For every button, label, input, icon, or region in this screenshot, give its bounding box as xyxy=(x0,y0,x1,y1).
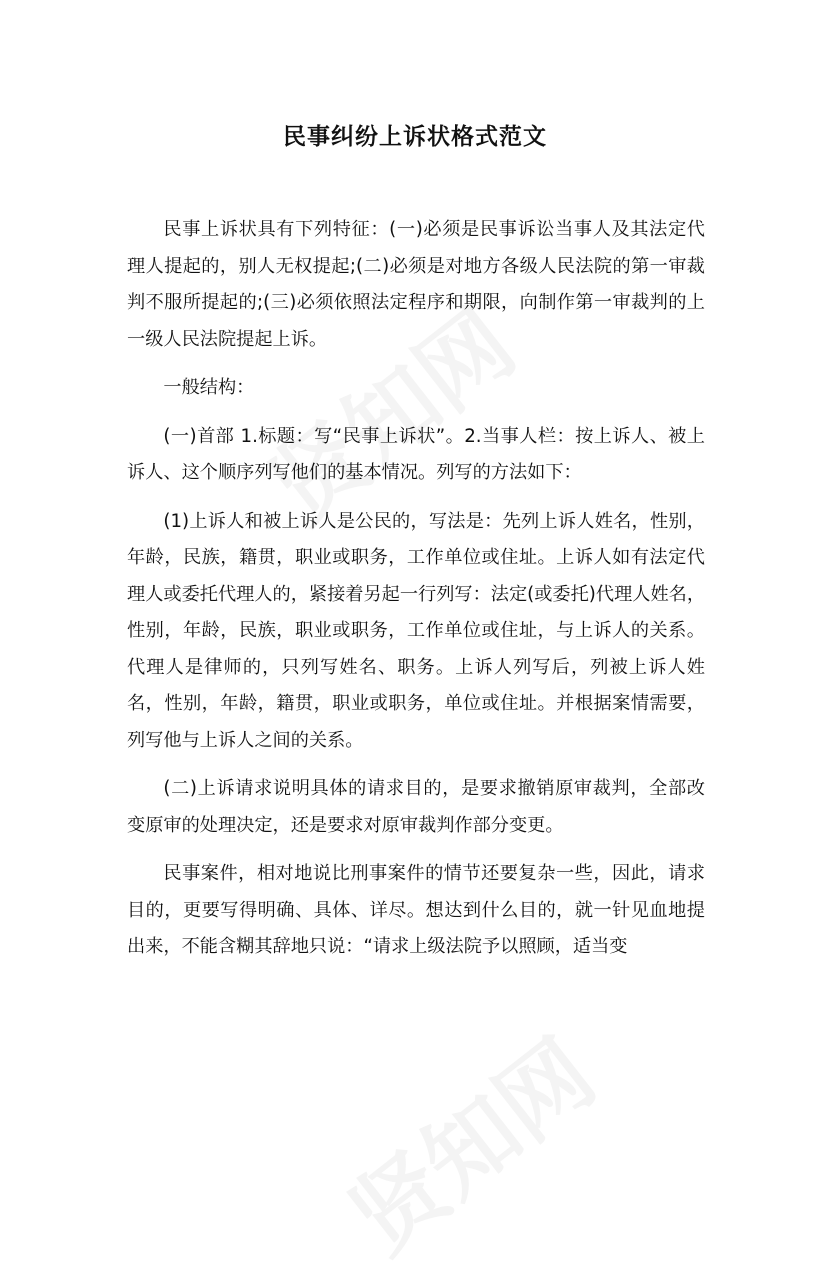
paragraph-parties-citizens: (1)上诉人和被上诉人是公民的，写法是：先列上诉人姓名，性别，年龄，民族，籍贯，职业或职务，工作单位或住址。上诉人如有法定代理人或委托代理人的，紧接着另起一行列写：法定(或委托)代理人姓名，性别，年龄，民族，职业或职务，工作单位或住址，与上诉人的关系。代理人是律师的，只列写姓名、职务。上诉人列写后，列被上诉人姓名，性别，年龄，籍贯，职业或职务，单位或住址。并根据案情需要，列写他与上诉人之间的关系。 xyxy=(127,510,706,751)
paragraph-general-structure: 一般结构： xyxy=(163,377,255,398)
paragraph-civil-cases: 民事案件，相对地说比刑事案件的情节还要复杂一些，因此，请求目的，更要写得明确、具体、详尽。想达到什么目的，就一针见血地提出来，不能含糊其辞地只说：“请求上级法院予以照顾，适当变 xyxy=(127,863,705,957)
paragraph-appeal-request: (二)上诉请求说明具体的请求目的，是要求撤销原审裁判，全部改变原审的处理决定，还是要求对原审裁判作部分变更。 xyxy=(127,778,705,836)
paragraph-features: 民事上诉状具有下列特征：(一)必须是民事诉讼当事人及其法定代理人提起的，别人无权提起;(二)必须是对地方各级人民法院的第一审裁判不服所提起的;(三)必须依照法定程序和期限，向制作第一审裁判的上一级人民法院提起上诉。 xyxy=(127,219,705,350)
watermark xyxy=(319,1004,618,1278)
paragraph-header-section: (一)首部 1.标题：写“民事上诉状”。2.当事人栏：按上诉人、被上诉人、这个顺序列写他们的基本情况。列写的方法如下： xyxy=(127,425,705,483)
document-title: 民事纠纷上诉状格式范文 xyxy=(283,124,547,150)
document-body xyxy=(127,212,705,978)
